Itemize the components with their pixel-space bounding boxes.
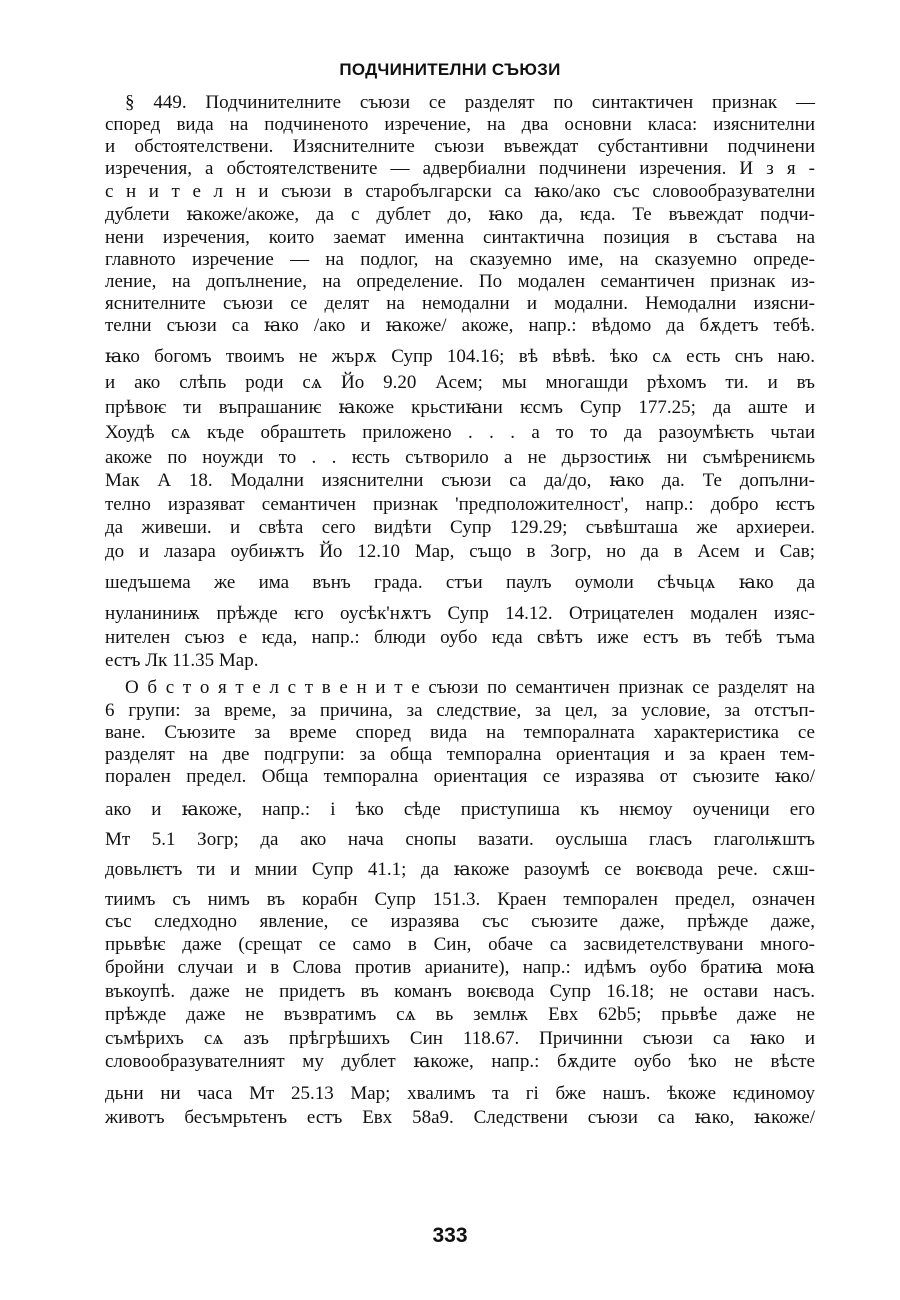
text-line: нени изречения, които заемат именна синтактична позиция в състава на (105, 227, 815, 248)
text-line: ване. Съюзите за време според вида на темпоралната характеристика се (105, 722, 815, 743)
text-line: изречения, а обстоятелствените — адвербиални подчинени изречения. И з я - (105, 158, 815, 179)
text-line: 6 групи: за време, за причина, за следствие, за цел, за условие, за отстъп- (105, 700, 815, 721)
text-line: довьлѥтъ ти и мнии Супр 41.1; да ꙗкоже разоумѣ се воѥвода рече. сѫш- (105, 859, 815, 880)
page-title: ПОДЧИНИТЕЛНИ СЪЮЗИ (339, 60, 561, 79)
text-line: О б с т о я т е л с т в е н и т е съюзи по семантичен признак се разделят на (125, 677, 815, 698)
text-line: шедъшема же има вънъ града. стъи паулъ оумоли сѣчьцѧ ꙗко да (105, 572, 815, 593)
text-line: съмѣрихъ сѧ азъ прѣгрѣшихъ Син 118.67. Причинни съюзи са ꙗко и (105, 1028, 815, 1049)
text-line: ако и ꙗкоже, напр.: і ѣко сѣде приступиша къ нѥмоу оученици его (105, 799, 815, 820)
text-line: акоже по ноужди то . . ѥсть сътворило а не дьрзостиѭ ни съмѣрениѥмь (105, 447, 815, 468)
text-line: прѣжде даже не възвратимъ сѧ вь землѭ Евх 62b5; прьвѣе даже не (105, 1004, 815, 1025)
text-line: нуланиниѭ прѣжде ѥго оусѣк'нѫтъ Супр 14.12. Отрицателен модален изяс- (105, 603, 815, 624)
text-line: § 449. Подчинителните съюзи се разделят по синтактичен признак — (125, 92, 815, 113)
text-line: да живеши. и свѣта сего видѣти Супр 129.29; съвѣшташа же архиереи. (105, 517, 815, 538)
text-line: бройни случаи и в Слова против арианите), напр.: идѣмъ оубо братиꙗ моꙗ (105, 957, 815, 978)
text-line: главното изречение — на подлог, на сказуемно име, на сказуемно опреде- (105, 249, 815, 270)
text-line: разделят на две подгрупи: за обща темпорална ориентация и за краен тем- (105, 744, 815, 765)
text-line: Хоудѣ сѧ къде обраштеть приложено . . . а то то да разоумѣѥть чьтаи (105, 422, 815, 443)
text-line: телно изразяват семантичен признак 'предположителност', напр.: добро ѥстъ (105, 494, 815, 515)
text-line: ление, на допълнение, на определение. По модален семантичен признак из- (105, 271, 815, 292)
text-line: дьни ни часа Мт 25.13 Мар; хвалимъ та гі бже нашъ. ѣкоже ѥдиномоу (105, 1083, 815, 1104)
text-line: Мт 5.1 Зогр; да ако нача снопы вазати. оуслыша гласъ глаголѭштъ (105, 829, 815, 850)
text-line: порален предел. Обща темпорална ориентация се изразява от съюзите ꙗко/ (105, 766, 815, 787)
text-line: въкоупѣ. даже не придетъ въ команъ воѥвода Супр 16.18; не остави насъ. (105, 981, 815, 1002)
text-line: до и лазара оубиѭтъ Йо 12.10 Мар, също в Зогр, но да в Асем и Сав; (105, 541, 815, 562)
text-line: тиимъ съ нимъ въ корабн Супр 151.3. Краен темпорален предел, означен (105, 889, 815, 910)
text-line: яснителните съюзи се делят на немодални и модални. Немодални изясни- (105, 293, 815, 314)
text-line: прѣвоѥ ти въпрашаниѥ ꙗкоже крьстиꙗни ѥсмъ Супр 177.25; да аште и (105, 397, 815, 418)
page-number: 333 (432, 1224, 468, 1247)
text-line: прьвѣѥ даже (срещат се само в Син, обаче са засвидетелствувани много- (105, 934, 815, 955)
text-line: ꙗко богомъ твоимъ не жърѫ Супр 104.16; вѣ вѣвѣ. ѣко сѧ есть снъ наю. (105, 346, 815, 367)
text-line: Мак А 18. Модални изяснителни съюзи са да/до, ꙗко да. Те допълни- (105, 470, 815, 491)
text-line: и обстоятелствени. Изяснителните съюзи въвеждат субстантивни подчинени (105, 136, 815, 157)
text-line: естъ Лк 11.35 Мар. (105, 650, 259, 671)
text-line: според вида на подчиненото изречение, на два основни класа: изяснителни (105, 114, 815, 135)
text-line: дублети ꙗкоже/акоже, да с дублет до, ꙗко да, ѥда. Те въвеждат подчи- (105, 204, 815, 225)
text-line: животъ бесъмрьтенъ естъ Евх 58а9. Следствени съюзи са ꙗко, ꙗкоже/ (105, 1107, 815, 1128)
text-line: със следходно явление, се изразява със съюзите даже, прѣжде даже, (105, 911, 815, 932)
text-line: нителен съюз е ѥда, напр.: блюди оубо ѥда свѣтъ иже естъ въ тебѣ тъма (105, 627, 815, 648)
text-line: словообразувателният му дублет ꙗкоже, напр.: бѫдите оубо ѣко не вѣсте (105, 1051, 815, 1072)
text-line: и ако слѣпь роди сѧ Йо 9.20 Асем; мы многашди рѣхомъ ти. и въ (105, 372, 815, 393)
text-line: телни съюзи са ꙗко /ако и ꙗкоже/ акоже, напр.: вѣдомо да бѫдетъ тебѣ. (105, 315, 815, 336)
text-line: с н и т е л н и съюзи в старобългарски са ꙗко/ако със словообразувателни (105, 181, 815, 202)
